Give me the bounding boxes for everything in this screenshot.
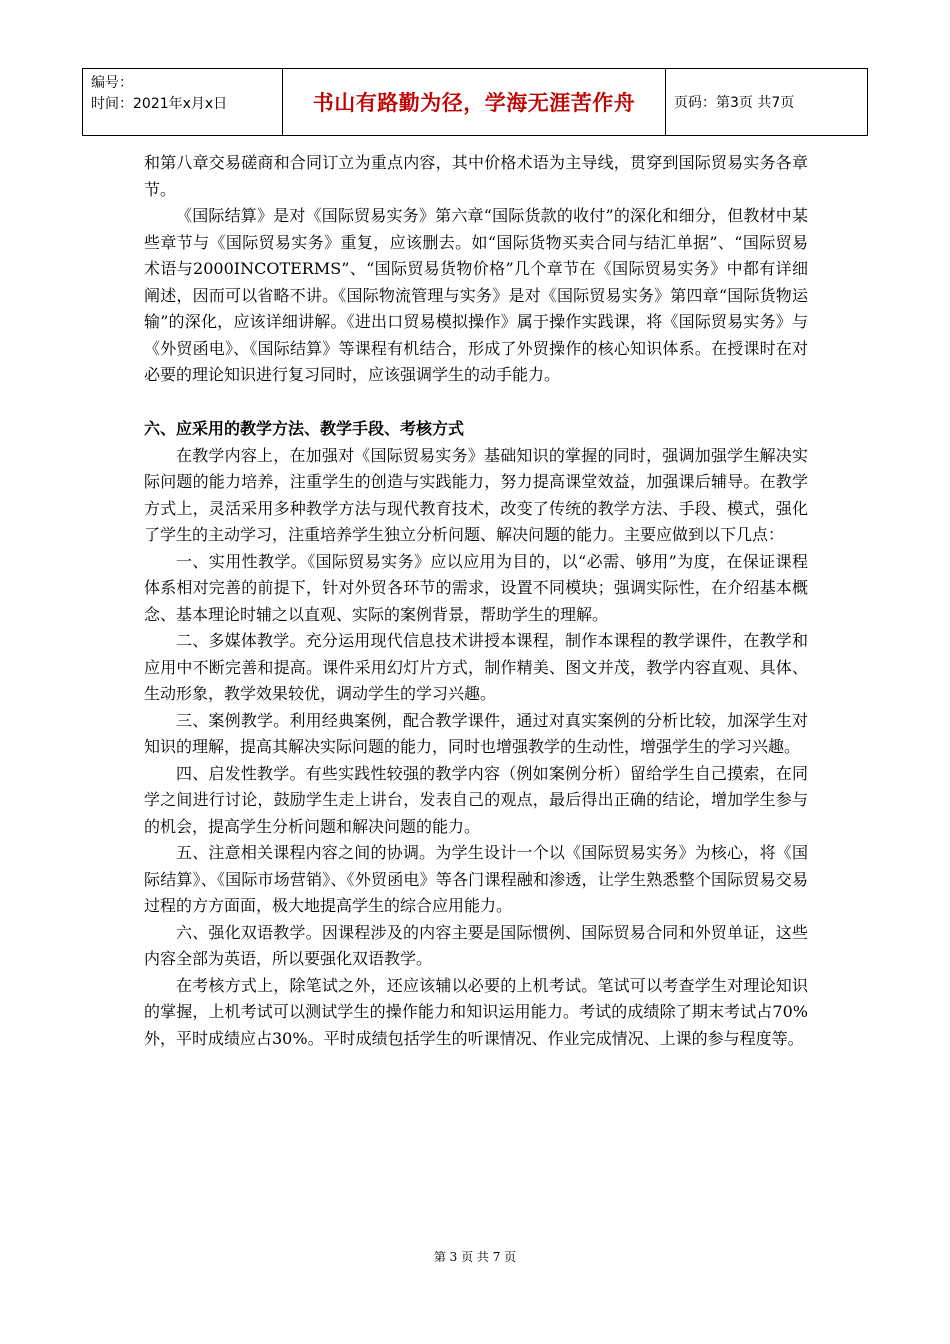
page-info: 页码：第3页 共7页: [674, 95, 795, 111]
header-page-cell: [666, 69, 867, 135]
header-meta-cell: [83, 69, 283, 135]
section-heading: 六、应采用的教学方法、教学手段、考核方式: [144, 418, 465, 438]
header-table: [82, 68, 868, 136]
paragraph: 六、强化双语教学。因课程涉及的内容主要是国际惯例、国际贸易合同和外贸单证，这些内容全部为英语，所以要强化双语教学。: [144, 922, 808, 968]
spacer: [144, 389, 808, 415]
paragraph: 二、多媒体教学。充分运用现代信息技术讲授本课程，制作本课程的教学课件，在教学和应用中不断完善和提高。课件采用幻灯片方式，制作精美、图文并茂，教学内容直观、具体、生动形象，教学效果较优，调动学生的学习兴趣。: [144, 631, 808, 703]
paragraph: 四、启发性教学。有些实践性较强的教学内容（例如案例分析）留给学生自己摸索，在同学之间进行讨论，鼓励学生走上讲台，发表自己的观点，最后得出正确的结论，增加学生参与的机会，提高学生分析问题和解决问题的能力。: [144, 763, 808, 836]
number-label: 编号：: [91, 75, 133, 91]
paragraph: 一、实用性教学。《国际贸易实务》应以应用为目的，以“必需、够用”为度，在保证课程体系相对完善的前提下，针对外贸各环节的需求，设置不同模块；强调实际性，在介绍基本概念、基本理论时辅之以直观、实际的案例背景，帮助学生的理解。: [144, 551, 808, 624]
header-motto-cell: [283, 69, 666, 135]
time-label: 时间：2021年x月x日: [91, 96, 228, 112]
document-body: [144, 150, 808, 1052]
paragraph: 五、注意相关课程内容之间的协调。为学生设计一个以《国际贸易实务》为核心，将《国际结算》、《国际市场营销》、《外贸函电》等各门课程融和渗透，让学生熟悉整个国际贸易交易过程的方方面面，极大地提高学生的综合应用能力。: [144, 843, 808, 915]
page-footer: 第 3 页 共 7 页: [433, 1250, 517, 1264]
paragraph: 在考核方式上，除笔试之外，还应该辅以必要的上机考试。笔试可以考查学生对理论知识的掌握，上机考试可以测试学生的操作能力和知识运用能力。考试的成绩除了期末考试占70%外，平时成绩应占30%。平时成绩包括学生的听课情况、作业完成情况、上课的参与程度等。: [144, 975, 808, 1048]
paragraph: 《国际结算》是对《国际贸易实务》第六章“国际货款的收付”的深化和细分，但教材中某些章节与《国际贸易实务》重复，应该删去。如“国际货物买卖合同与结汇单据”、“国际贸易术语与2000INCOTERMS”、“国际贸易货物价格”几个章节在《国际贸易实务》中都有详细阐述，因而可以省略不讲。《国际物流管理与实务》是对《国际贸易实务》第四章“国际货物运输”的深化，应该详细讲解。《进出口贸易模拟操作》属于操作实践课，将《国际贸易实务》与《外贸函电》、《国际结算》等课程有机结合，形成了外贸操作的核心知识体系。在授课时在对必要的理论知识进行复习同时，应该强调学生的动手能力。: [144, 206, 808, 384]
motto-text: 书山有路勤为径，学海无涯苦作舟: [312, 91, 636, 115]
paragraph: 三、案例教学。利用经典案例，配合教学课件，通过对真实案例的分析比较，加深学生对知识的理解，提高其解决实际问题的能力，同时也增强教学的生动性，增强学生的学习兴趣。: [144, 710, 808, 756]
paragraph: 和第八章交易磋商和合同订立为重点内容，其中价格术语为主导线，贯穿到国际贸易实务各章节。: [144, 153, 808, 199]
paragraph: 在教学内容上，在加强对《国际贸易实务》基础知识的掌握的同时，强调加强学生解决实际问题的能力培养，注重学生的创造与实践能力，努力提高课堂效益，加强课后辅导。在教学方式上，灵活采用多种教学方法与现代教育技术，改变了传统的教学方法、手段、模式，强化了学生的主动学习，注重培养学生独立分析问题、解决问题的能力。主要应做到以下几点：: [144, 445, 808, 544]
